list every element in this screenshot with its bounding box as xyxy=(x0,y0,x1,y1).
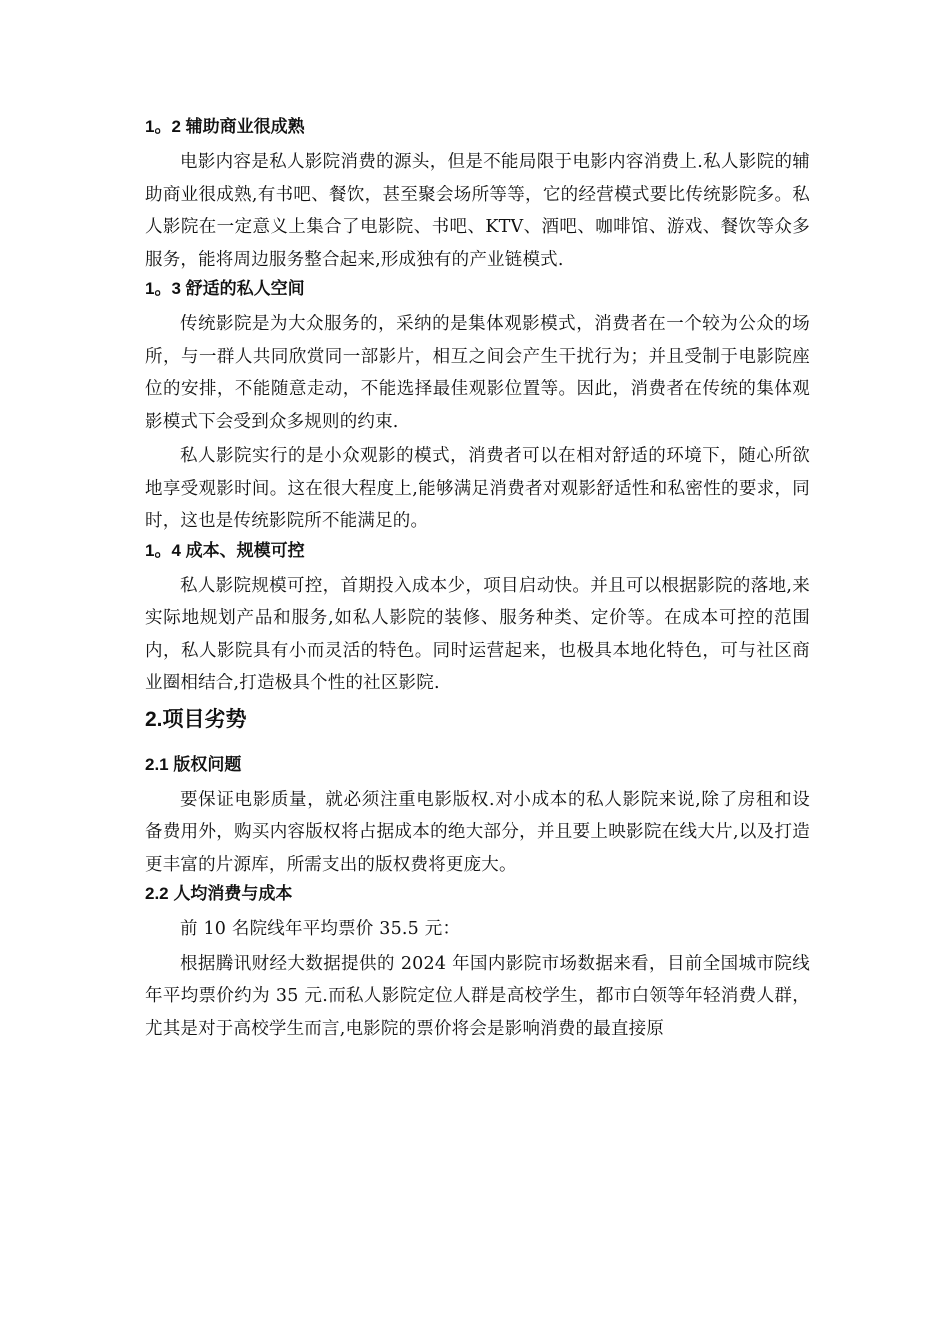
paragraph: 电影内容是私人影院消费的源头，但是不能局限于电影内容消费上.私人影院的辅助商业很成熟,有书吧、餐饮，甚至聚会场所等等，它的经营模式要比传统影院多。私人影院在一定意义上集合了电影院、书吧、KTV、酒吧、咖啡馆、游戏、餐饮等众多服务，能将周边服务整合起来,形成独有的产业链模式. xyxy=(145,152,810,270)
paragraph: 传统影院是为大众服务的，采纳的是集体观影模式，消费者在一个较为公众的场所，与一群人共同欣赏同一部影片，相互之间会产生干扰行为；并且受制于电影院座位的安排，不能随意走动，不能选择最佳观影位置等。因此，消费者在传统的集体观影模式下会受到众多规则的约束. xyxy=(145,314,810,432)
paragraph: 根据腾讯财经大数据提供的 2024 年国内影院市场数据来看，目前全国城市院线年平均票价约为 35 元.而私人影院定位人群是高校学生，都市白领等年轻消费人群，尤其是对于高校学生而言,电影院的票价将会是影响消费的最直接原 xyxy=(145,953,810,1039)
section-heading-2-1: 2.1 版权问题 xyxy=(145,754,242,774)
section-heading-1-4: 1。4 成本、规模可控 xyxy=(145,540,305,560)
paragraph: 要保证电影质量，就必须注重电影版权.对小成本的私人影院来说,除了房租和设备费用外，购买内容版权将占据成本的绝大部分，并且要上映影院在线大片,以及打造更丰富的片源库，所需支出的版权费将更庞大。 xyxy=(145,789,810,875)
section-heading-1-3: 1。3 舒适的私人空间 xyxy=(145,279,305,298)
document-page xyxy=(145,116,810,1047)
major-heading-2: 2.项目劣势 xyxy=(145,707,247,731)
paragraph: 前 10 名院线年平均票价 35.5 元： xyxy=(180,919,461,939)
section-heading-2-2: 2.2 人均消费与成本 xyxy=(145,884,293,903)
paragraph: 私人影院实行的是小众观影的模式，消费者可以在相对舒适的环境下，随心所欲地享受观影时间。这在很大程度上,能够满足消费者对观影舒适性和私密性的要求，同时，这也是传统影院所不能满足的。 xyxy=(145,446,810,531)
section-heading-1-2: 1。2 辅助商业很成熟 xyxy=(145,117,305,136)
paragraph: 私人影院规模可控，首期投入成本少，项目启动快。并且可以根据影院的落地,来实际地规划产品和服务,如私人影院的装修、服务种类、定价等。在成本可控的范围内，私人影院具有小而灵活的特色。同时运营起来，也极具本地化特色，可与社区商业圈相结合,打造极具个性的社区影院. xyxy=(145,575,810,693)
